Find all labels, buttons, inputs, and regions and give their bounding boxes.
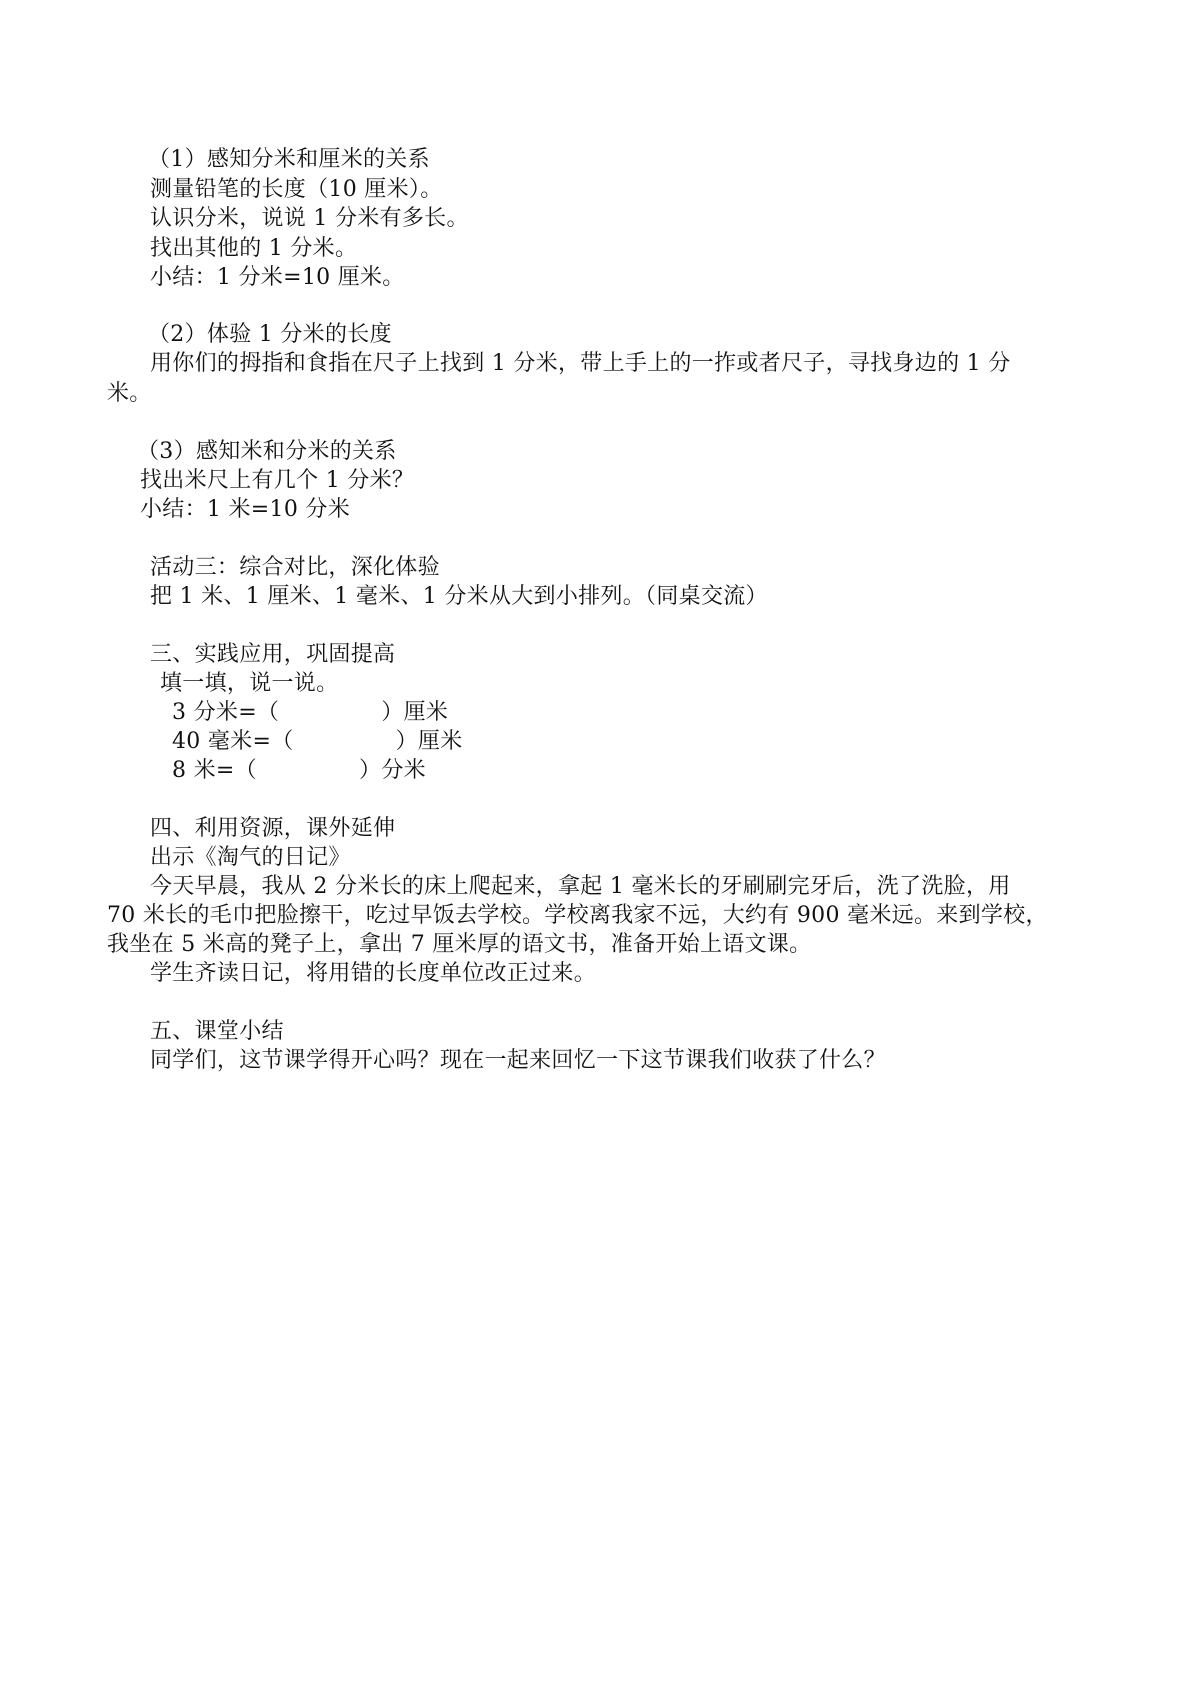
section-heading: 五、课堂小结 bbox=[150, 1019, 284, 1044]
paragraph-line: 认识分米，说说 1 分米有多长。 bbox=[150, 206, 469, 231]
paragraph-line: 米。 bbox=[107, 381, 152, 406]
subsection-heading: （1）感知分米和厘米的关系 bbox=[148, 147, 430, 172]
subsection-heading: （2）体验 1 分米的长度 bbox=[148, 322, 392, 347]
diary-line: 70 米长的毛巾把脸擦干，吃过早饭去学校。学校离我家不远，大约有 900 毫米远。来到学校， bbox=[107, 903, 1048, 928]
subsection-heading: （3）感知米和分米的关系 bbox=[137, 439, 397, 464]
paragraph-line: 小结：1 米=10 分米 bbox=[140, 497, 351, 522]
paragraph-line: 学生齐读日记，将用错的长度单位改正过来。 bbox=[150, 961, 597, 986]
paragraph-line: 出示《淘气的日记》 bbox=[150, 845, 351, 870]
diary-line: 我坐在 5 米高的凳子上，拿出 7 厘米厚的语文书，准备开始上语文课。 bbox=[107, 932, 812, 957]
section-heading: 三、实践应用，巩固提高 bbox=[150, 642, 396, 667]
paragraph-line: 用你们的拇指和食指在尺子上找到 1 分米，带上手上的一拃或者尺子，寻找身边的 1 分 bbox=[150, 351, 1011, 376]
diary-line: 今天早晨，我从 2 分米长的床上爬起来，拿起 1 毫米长的牙刷刷完牙后，洗了洗脸，用 bbox=[150, 874, 1011, 899]
paragraph-line: 找出其他的 1 分米。 bbox=[150, 236, 358, 261]
paragraph-line: 填一填，说一说。 bbox=[160, 671, 339, 696]
paragraph-line: 把 1 米、1 厘米、1 毫米、1 分米从大到小排列。（同桌交流） bbox=[150, 584, 768, 609]
section-heading: 四、利用资源，课外延伸 bbox=[150, 816, 396, 841]
paragraph-line: 同学们，这节课学得开心吗？现在一起来回忆一下这节课我们收获了什么？ bbox=[150, 1048, 886, 1073]
fill-blank-line: 3 分米=（ ）厘米 bbox=[172, 700, 449, 725]
paragraph-line: 找出米尺上有几个 1 分米？ bbox=[140, 468, 415, 493]
fill-blank-line: 40 毫米=（ ）厘米 bbox=[172, 729, 463, 754]
activity-heading: 活动三：综合对比，深化体验 bbox=[150, 555, 440, 580]
paragraph-line: 小结：1 分米=10 厘米。 bbox=[150, 265, 405, 290]
fill-blank-line: 8 米=（ ）分米 bbox=[172, 758, 426, 783]
paragraph-line: 测量铅笔的长度（10 厘米）。 bbox=[150, 177, 443, 202]
